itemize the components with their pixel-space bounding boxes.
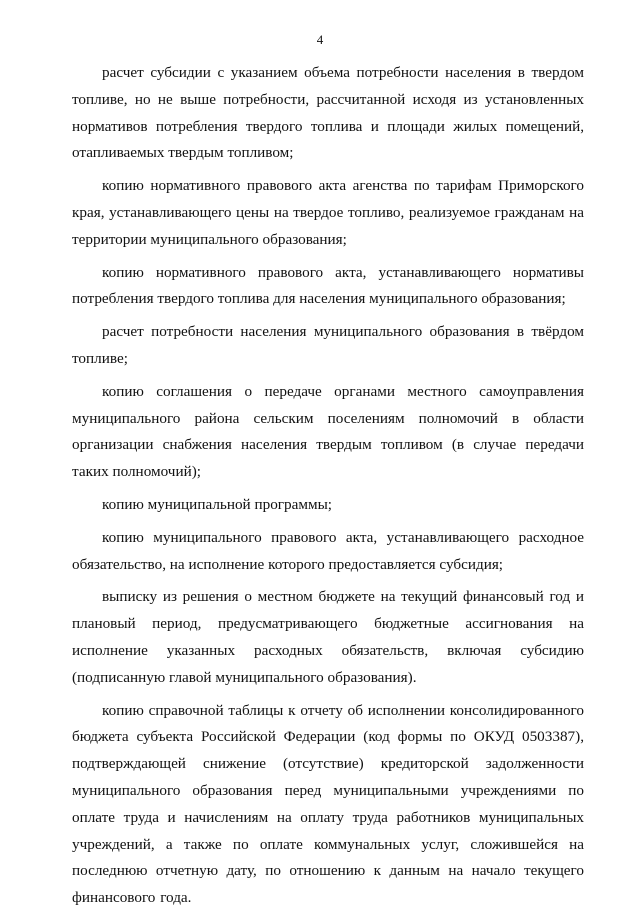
paragraph-municipal-program: копию муниципальной программы; — [102, 495, 332, 513]
paragraph-powers-transfer-agreement: копию соглашения о передаче органами местного самоуправления муниципального района сельским поселениям полномочий в области организации снабжения населения твердым топливом (в случае передачи таких полномочий); — [72, 382, 584, 481]
paragraph-fuel-demand-calculation: расчет потребности населения муниципального образования в твёрдом топливе; — [72, 323, 584, 367]
paragraph-reference-table: копию справочной таблицы к отчету об исполнении консолидированного бюджета субъекта Российской Федерации (код формы по ОКУД 0503387), подтверждающей снижение (отсутствие) кредиторской задолженности муниципального образования перед муниципальными учреждениями по оплате труда и начислениям на оплату труда работников муниципальных учреждений, а также по оплате коммунальных услуг, сложившейся на последнюю отчетную дату, по отношению к данным на начало текущего финансового года. — [72, 701, 584, 907]
page-number: 4 — [316, 32, 324, 47]
paragraph-tariff-act: копию нормативного правового акта агенства по тарифам Приморского края, устанавливающего цены на твердое топливо, реализуемое гражданам на территории муниципального образования; — [72, 177, 584, 248]
paragraph-budget-decision-extract: выписку из решения о местном бюджете на текущий финансовый год и плановый период, предусматривающего бюджетные ассигнования на исполнение указанных расходных обязательств, включая субсидию (подписанную главой муниципального образования). — [72, 588, 584, 686]
paragraph-subsidy-calculation: расчет субсидии с указанием объема потребности населения в твердом топливе, но не выше потребности, рассчитанной исходя из установленных нормативов потребления твердого топлива и площади жилых помещений, отапливаемых твердым топливом; — [72, 64, 584, 162]
paragraph-consumption-norms-act: копию нормативного правового акта, устанавливающего нормативы потребления твердого топлива для населения муниципального образования; — [72, 263, 584, 308]
paragraph-expenditure-obligation-act: копию муниципального правового акта, устанавливающего расходное обязательство, на исполнение которого предоставляется субсидия; — [72, 528, 584, 573]
document-body — [72, 60, 584, 918]
